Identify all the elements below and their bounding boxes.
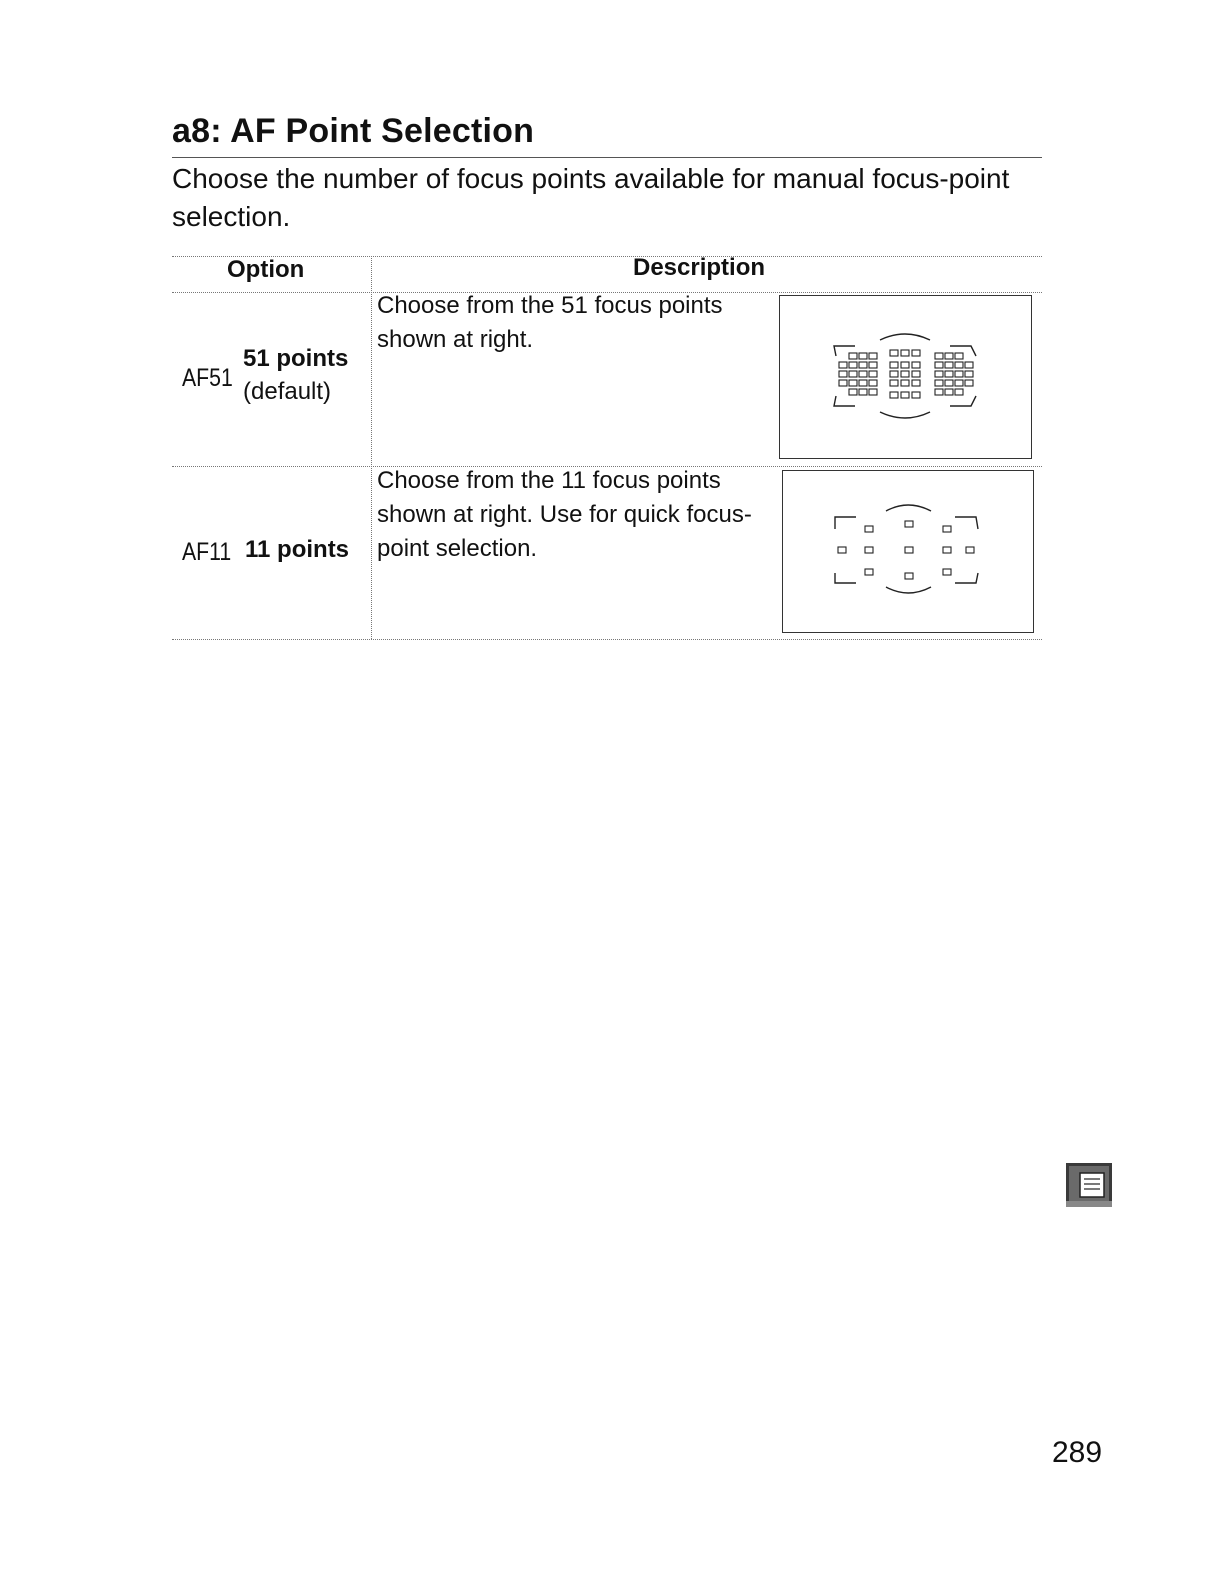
focus-point bbox=[965, 380, 973, 386]
option-header: Option bbox=[227, 256, 305, 283]
focus-point bbox=[966, 547, 974, 553]
focus-point bbox=[865, 526, 873, 532]
focus-point bbox=[965, 362, 973, 368]
focus-point bbox=[839, 380, 847, 386]
option-name: 51 points bbox=[243, 345, 349, 372]
page-number: 289 bbox=[1052, 1436, 1103, 1469]
focus-point bbox=[890, 362, 898, 368]
focus-point bbox=[935, 389, 943, 395]
focus-point bbox=[905, 547, 913, 553]
focus-point bbox=[912, 371, 920, 377]
focus-point bbox=[905, 521, 913, 527]
page-title: a8: AF Point Selection bbox=[172, 112, 535, 150]
focus-point bbox=[912, 362, 920, 368]
focus-point bbox=[901, 350, 909, 356]
focus-point bbox=[839, 362, 847, 368]
focus-point bbox=[912, 392, 920, 398]
focus-point bbox=[912, 350, 920, 356]
focus-point bbox=[890, 380, 898, 386]
option-description: Choose from the 51 focus points shown at right. bbox=[377, 292, 723, 353]
focus-point bbox=[935, 380, 943, 386]
focus-point bbox=[865, 569, 873, 575]
focus-point bbox=[935, 353, 943, 359]
focus-point bbox=[849, 353, 857, 359]
focus-point bbox=[859, 380, 867, 386]
af51-focus-points-svg bbox=[780, 296, 1031, 458]
af51-code: AF51 bbox=[182, 364, 233, 392]
option-name: 11 points bbox=[245, 536, 350, 563]
focus-point bbox=[955, 371, 963, 377]
focus-point bbox=[839, 371, 847, 377]
focus-point bbox=[901, 392, 909, 398]
focus-point bbox=[901, 371, 909, 377]
focus-point bbox=[859, 353, 867, 359]
focus-point bbox=[955, 362, 963, 368]
af11-viewfinder-diagram bbox=[782, 470, 1034, 633]
focus-point bbox=[955, 389, 963, 395]
focus-point bbox=[849, 389, 857, 395]
focus-point bbox=[869, 380, 877, 386]
focus-point bbox=[838, 547, 846, 553]
af11-code: AF11 bbox=[182, 538, 232, 566]
focus-point bbox=[901, 380, 909, 386]
focus-point bbox=[865, 547, 873, 553]
focus-point bbox=[905, 573, 913, 579]
table-column-divider bbox=[371, 256, 372, 639]
focus-point bbox=[955, 380, 963, 386]
focus-point bbox=[849, 371, 857, 377]
focus-point bbox=[859, 362, 867, 368]
focus-points-11 bbox=[838, 521, 974, 579]
description-header: Description bbox=[633, 254, 766, 281]
focus-point bbox=[869, 371, 877, 377]
custom-settings-menu-tab-icon bbox=[1066, 1163, 1112, 1207]
focus-point bbox=[859, 389, 867, 395]
focus-point bbox=[890, 371, 898, 377]
focus-point bbox=[945, 380, 953, 386]
focus-point bbox=[943, 526, 951, 532]
focus-point bbox=[901, 362, 909, 368]
option-description: Choose from the 11 focus points shown at right. Use for quick focus-point selection. bbox=[377, 467, 752, 562]
af11-focus-points-svg bbox=[783, 471, 1033, 632]
focus-point bbox=[912, 380, 920, 386]
focus-point bbox=[869, 353, 877, 359]
focus-point bbox=[935, 371, 943, 377]
focus-point bbox=[890, 350, 898, 356]
focus-point bbox=[869, 389, 877, 395]
focus-point bbox=[869, 362, 877, 368]
focus-point bbox=[935, 362, 943, 368]
focus-point bbox=[859, 371, 867, 377]
focus-point bbox=[943, 547, 951, 553]
focus-points-51 bbox=[839, 350, 973, 398]
table-bottom-rule bbox=[172, 639, 1042, 640]
focus-point bbox=[943, 569, 951, 575]
focus-point bbox=[849, 380, 857, 386]
focus-point bbox=[945, 371, 953, 377]
focus-point bbox=[945, 353, 953, 359]
af51-viewfinder-diagram bbox=[779, 295, 1032, 459]
focus-point bbox=[945, 389, 953, 395]
title-divider bbox=[172, 157, 1042, 158]
focus-point bbox=[945, 362, 953, 368]
focus-point bbox=[849, 362, 857, 368]
focus-point bbox=[890, 392, 898, 398]
option-default-label: (default) bbox=[243, 378, 332, 405]
intro-text: Choose the number of focus points available for manual focus-point selection. bbox=[172, 163, 1010, 232]
focus-point bbox=[965, 371, 973, 377]
focus-point bbox=[955, 353, 963, 359]
